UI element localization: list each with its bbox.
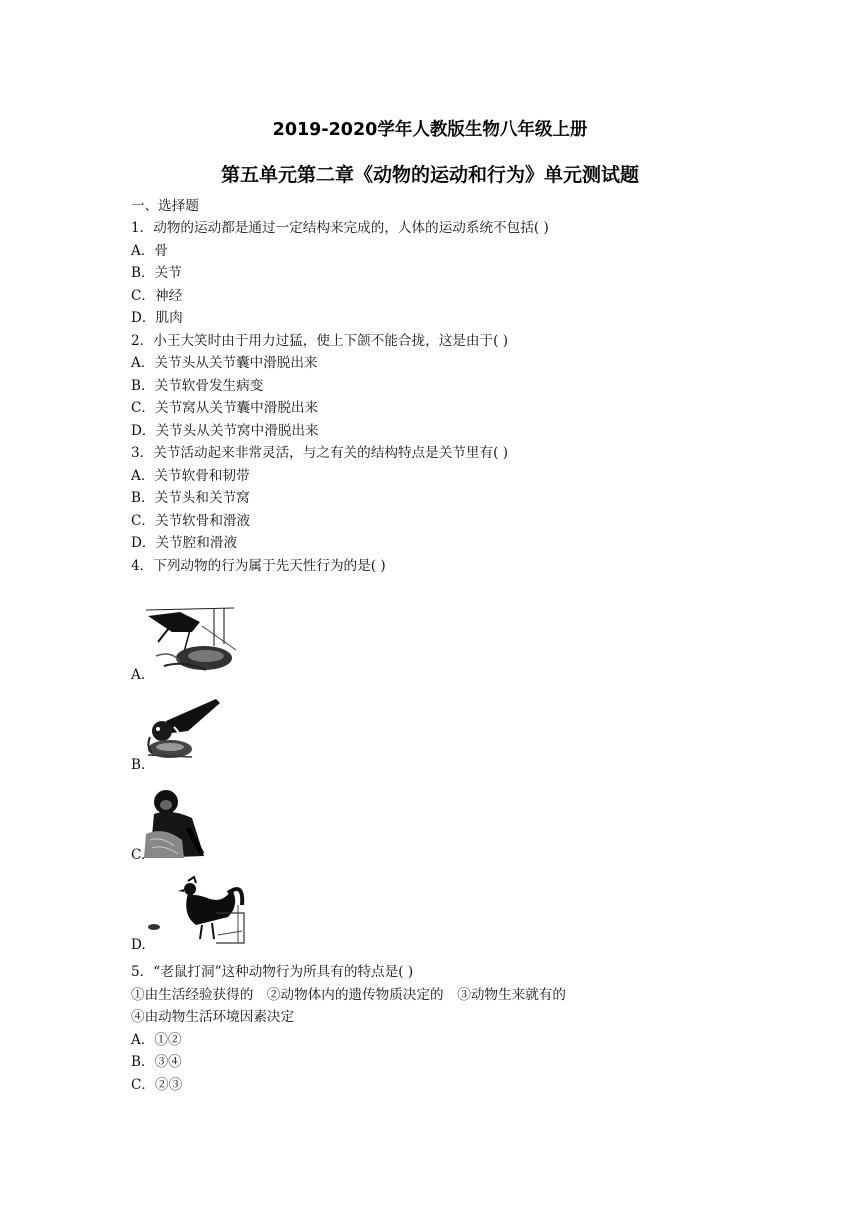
question-1-option-d: D．肌肉	[131, 310, 183, 326]
question-5-statements-line-2: ④由动物生活环境因素决定	[131, 1009, 295, 1025]
question-1-option-a: A．骨	[131, 243, 169, 259]
question-3-option-d: D．关节腔和滑液	[131, 535, 238, 551]
document-subtitle: 第五单元第二章《动物的运动和行为》单元测试题	[220, 164, 639, 186]
question-3-option-c: C．关节软骨和滑液	[131, 513, 251, 529]
question-5-statements-line-1: ①由生活经验获得的 ②动物体内的遗传物质决定的 ③动物生来就有的	[131, 987, 566, 1003]
section-heading: 一、选择题	[131, 198, 199, 214]
question-5-option-c: C．②③	[131, 1077, 183, 1093]
question-3-option-a: A．关节软骨和韧带	[131, 468, 250, 484]
question-5-stem: 5．“老鼠打洞”这种动物行为所具有的特点是( )	[131, 964, 414, 980]
question-2-option-b: B．关节软骨发生病变	[131, 378, 264, 394]
magpie-drinking-image	[144, 606, 240, 678]
bird-feeding-image	[144, 697, 224, 763]
question-2-option-c: C．关节窝从关节囊中滑脱出来	[131, 400, 319, 416]
chimpanzee-image	[144, 788, 208, 860]
question-2-option-a: A．关节头从关节囊中滑脱出来	[131, 355, 318, 371]
question-3-option-b: B．关节头和关节窝	[131, 490, 250, 506]
question-4-option-b: B.	[131, 757, 146, 773]
question-4-option-a: A.	[131, 667, 146, 683]
document-title: 2019-2020学年人教版生物八年级上册	[272, 120, 588, 140]
question-4-option-c: C.	[131, 847, 146, 863]
question-2-stem: 2．小王大笑时由于用力过猛，使上下颌不能合拢，这是由于( )	[131, 333, 509, 349]
question-2-option-d: D．关节头从关节窝中滑脱出来	[131, 423, 319, 439]
question-1-stem: 1．动物的运动都是通过一定结构来完成的，人体的运动系统不包括( )	[131, 220, 549, 236]
question-1-option-b: B．关节	[131, 265, 182, 281]
question-3-stem: 3．关节活动起来非常灵活，与之有关的结构特点是关节里有( )	[131, 445, 509, 461]
question-5-option-a: A．①②	[131, 1032, 182, 1048]
question-4-option-d: D.	[131, 937, 146, 953]
question-4-stem: 4．下列动物的行为属于先天性行为的是( )	[131, 558, 386, 574]
question-1-option-c: C．神经	[131, 288, 183, 304]
rooster-image	[144, 875, 250, 951]
question-5-option-b: B．③④	[131, 1054, 182, 1070]
